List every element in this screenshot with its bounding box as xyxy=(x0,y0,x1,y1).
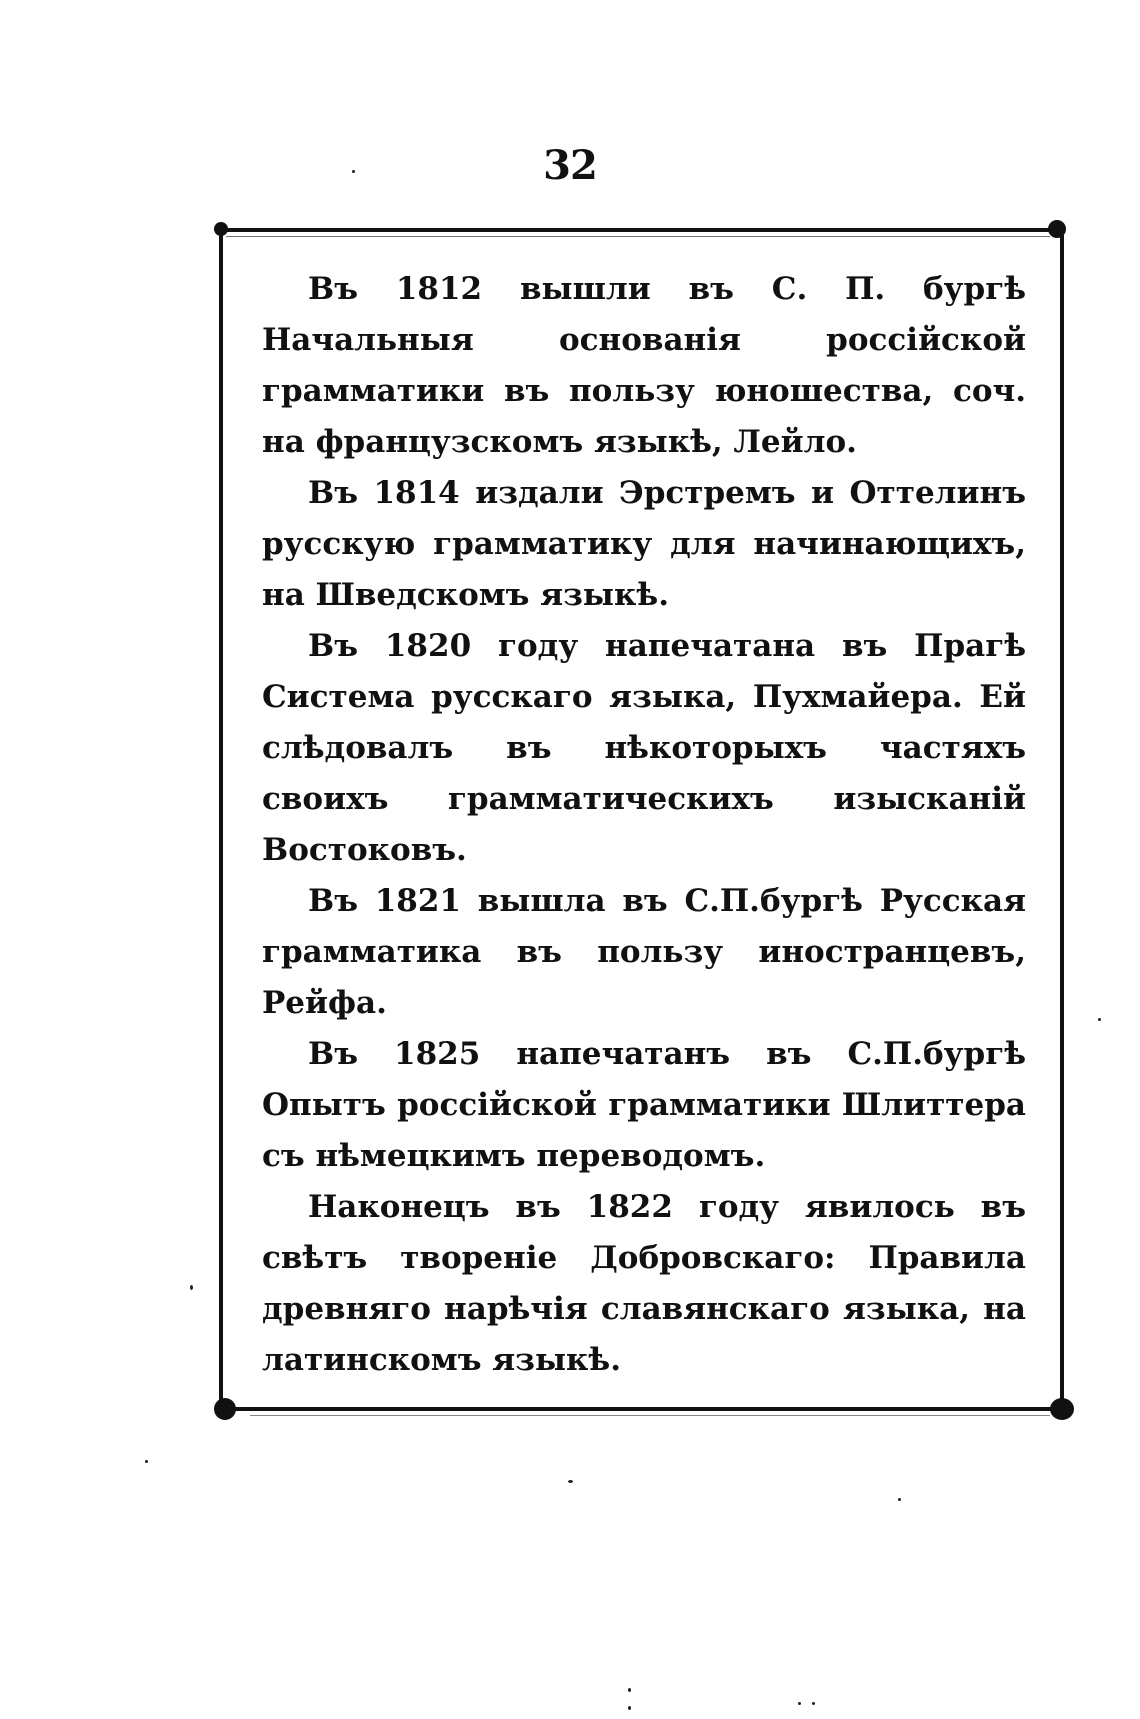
frame-top-thin-rule xyxy=(226,236,1050,237)
scan-speck xyxy=(628,1688,631,1692)
paragraph-1814: Въ 1814 издали Эрстремъ и Оттелинъ русскую грамматику для начинающихъ, на Шведскомъ языкѣ. xyxy=(262,475,1026,613)
scan-speck xyxy=(352,170,355,173)
paragraph-1822: Наконецъ въ 1822 году явилось въ свѣтъ твореніе Добровскаго: Правила древняго нарѣчія славянскаго языка, на латинскомъ языкѣ. xyxy=(262,1189,1026,1378)
scan-speck xyxy=(1098,1018,1101,1021)
frame-corner-ornament-bottom-left xyxy=(214,1398,236,1420)
frame-top-rule xyxy=(226,228,1050,232)
scan-speck xyxy=(898,1498,901,1501)
paragraph-1825: Въ 1825 напечатанъ въ С.П.бургѣ Опытъ россійской грамматики Шлиттера съ нѣмецкимъ переводомъ. xyxy=(262,1036,1026,1174)
scan-speck xyxy=(568,1480,573,1483)
frame-right-rule xyxy=(1060,232,1064,1407)
paragraph-1812: Въ 1812 вышли въ С. П. бургѣ Начальныя основанія россійской грамматики въ пользу юношества, соч. на французскомъ языкѣ, Лейло. xyxy=(262,271,1026,460)
paragraph-1820: Въ 1820 году напечатана въ Прагѣ Система русскаго языка, Пухмайера. Ей слѣдовалъ въ нѣкоторыхъ частяхъ своихъ грамматическихъ изысканій Востоковъ. xyxy=(262,628,1026,868)
scan-speck xyxy=(628,1706,631,1710)
frame-bottom-thin-rule xyxy=(250,1415,1050,1416)
frame-corner-ornament-top-right xyxy=(1048,220,1066,238)
body-text xyxy=(262,264,1026,1386)
scan-speck xyxy=(812,1702,815,1705)
frame-bottom-rule xyxy=(228,1407,1064,1411)
frame-corner-ornament-top-left xyxy=(214,222,228,236)
scan-speck xyxy=(145,1460,148,1463)
frame-corner-ornament-bottom-right xyxy=(1050,1398,1074,1420)
scan-speck xyxy=(798,1702,801,1705)
paragraph-1821: Въ 1821 вышла въ С.П.бургѣ Русская грамматика въ пользу иностранцевъ, Рейфа. xyxy=(262,883,1026,1021)
frame-left-rule xyxy=(219,232,223,1407)
page-number: 32 xyxy=(543,142,597,189)
scan-speck xyxy=(190,1285,193,1290)
